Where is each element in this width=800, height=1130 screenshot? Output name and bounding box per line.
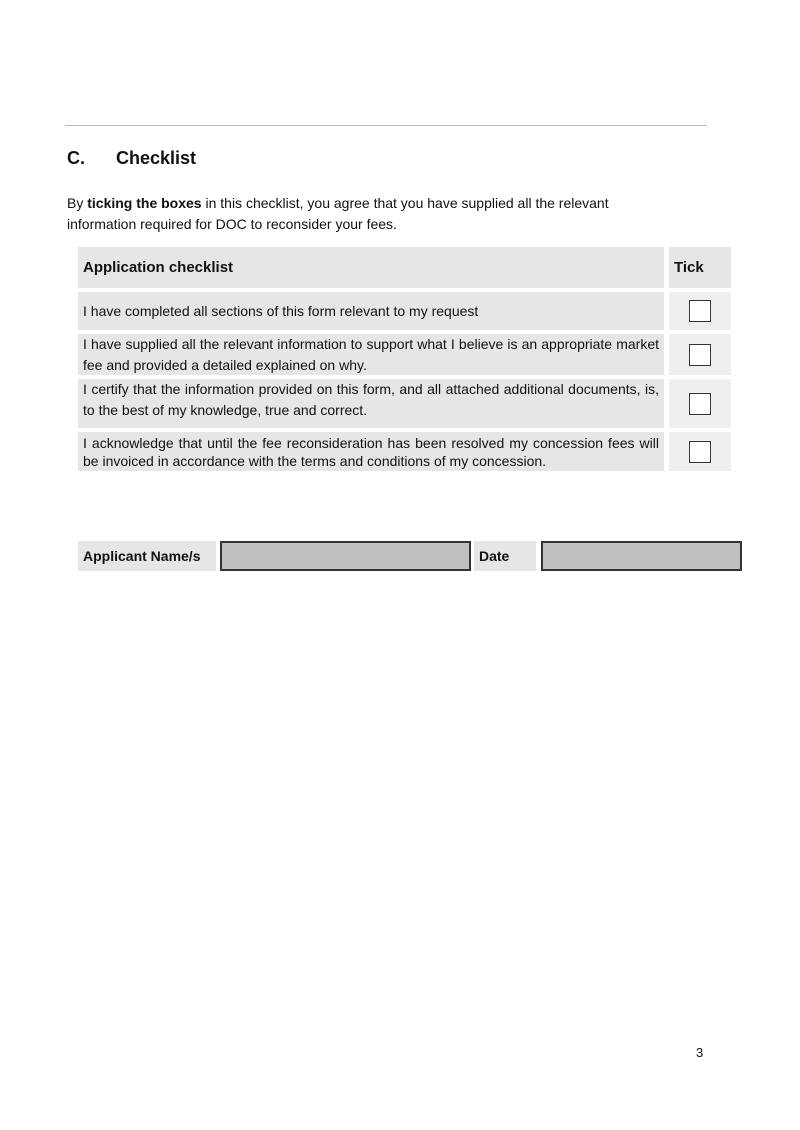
checklist-item-2: I have supplied all the relevant information to support what I believe is an appropriate market fee and provided a detailed explained on why. xyxy=(78,334,664,375)
tick-cell-3 xyxy=(669,379,731,428)
checkbox-3[interactable] xyxy=(689,393,711,415)
checklist-item-1: I have completed all sections of this form relevant to my request xyxy=(78,292,664,330)
section-title: Checklist xyxy=(116,148,197,168)
intro-prefix: By xyxy=(67,195,88,211)
checklist-item-4: I acknowledge that until the fee reconsideration has been resolved my concession fees will be invoiced in accordance with the terms and conditions of my concession. xyxy=(78,432,664,471)
date-label: Date xyxy=(474,541,536,571)
intro-bold: ticking the boxes xyxy=(87,195,202,211)
checkbox-2[interactable] xyxy=(689,344,711,366)
tick-cell-2 xyxy=(669,334,731,375)
section-letter: C. xyxy=(67,148,85,168)
applicant-name-label: Applicant Name/s xyxy=(78,541,216,571)
horizontal-rule xyxy=(65,125,707,126)
column-header-checklist: Application checklist xyxy=(78,247,664,288)
column-header-tick: Tick xyxy=(669,247,731,288)
tick-cell-1 xyxy=(669,292,731,330)
intro-suffix: in this checklist, you agree that you have supplied all the relevant information required for DOC to reconsider your fees. xyxy=(67,195,609,232)
checkbox-4[interactable] xyxy=(689,441,711,463)
checklist-item-3: I certify that the information provided on this form, and all attached additional documents, is, to the best of my knowledge, true and correct. xyxy=(78,379,664,428)
date-input[interactable] xyxy=(541,541,742,571)
tick-cell-4 xyxy=(669,432,731,471)
page-number: 3 xyxy=(696,1045,704,1060)
intro-paragraph xyxy=(67,193,667,235)
checkbox-1[interactable] xyxy=(689,300,711,322)
applicant-name-input[interactable] xyxy=(220,541,471,571)
